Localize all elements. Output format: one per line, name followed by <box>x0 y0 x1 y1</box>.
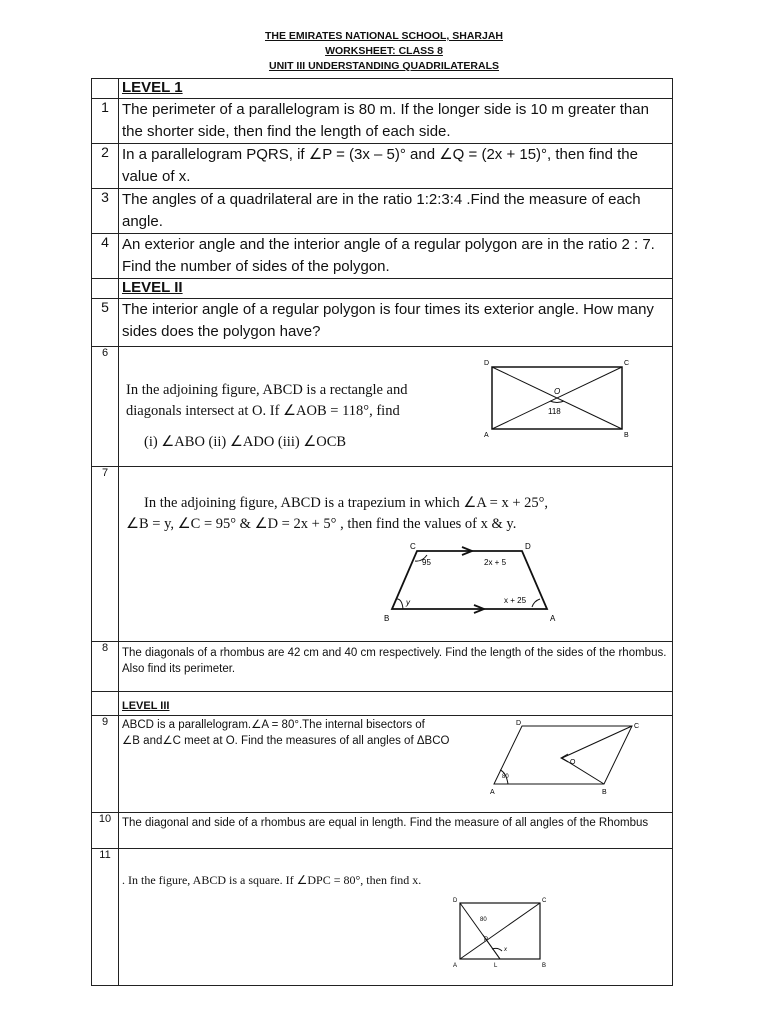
question-text-line: diagonals intersect at O. If ∠AOB = 118°, find <box>126 403 400 419</box>
vertex-a-label: A <box>453 963 458 969</box>
question-number: 7 <box>92 467 119 642</box>
question-number: 8 <box>92 642 119 692</box>
level-3-row <box>92 692 673 716</box>
question-row-3 <box>92 189 673 234</box>
question-text-line: In the adjoining figure, ABCD is a trapezium in which ∠A = x + 25°, <box>144 495 549 511</box>
question-number: 10 <box>92 813 119 849</box>
question-row-9 <box>92 716 673 813</box>
angle-label: 118 <box>548 407 561 416</box>
vertex-c-label: C <box>542 898 547 904</box>
vertex-b-label: B <box>542 963 547 969</box>
square-figure <box>450 895 550 973</box>
question-row-2 <box>92 144 673 189</box>
worksheet-table <box>91 78 673 986</box>
question-text: The diagonal and side of a rhombus are equal in length. Find the measure of all angles of the Rhombus <box>119 813 673 849</box>
question-text-line: In the adjoining figure, ABCD is a rectangle and <box>126 382 408 398</box>
question-text: The diagonals of a rhombus are 42 cm and 40 cm respectively. Find the length of the sides of the rhombus. Also find its perimeter. <box>119 642 673 692</box>
vertex-d-label: D <box>525 542 531 551</box>
point-p-label: P <box>484 937 489 943</box>
angle-a-label: x + 25 <box>504 596 527 605</box>
question-number: 3 <box>92 189 119 234</box>
vertex-c-label: C <box>624 360 630 367</box>
question-row-4 <box>92 234 673 279</box>
worksheet-title: WORKSHEET: CLASS 8 <box>325 45 443 57</box>
question-text-line: ∠B and∠C meet at O. Find the measures of all angles of ΔBCO <box>122 735 450 747</box>
vertex-d-label: D <box>484 360 490 367</box>
level-2-row <box>92 279 673 299</box>
question-number: 1 <box>92 99 119 144</box>
question-text-line: . In the figure, ABCD is a square. If ∠DPC = 80°, then find x. <box>122 873 422 887</box>
question-number: 2 <box>92 144 119 189</box>
question-row-1 <box>92 99 673 144</box>
question-row-11 <box>92 849 673 986</box>
center-o-label: O <box>570 759 576 766</box>
center-o-label: O <box>554 387 561 396</box>
question-number: 4 <box>92 234 119 279</box>
angle-d-label: 2x + 5 <box>484 558 507 567</box>
question-text-line: ABCD is a parallelogram.∠A = 80°.The internal bisectors of <box>122 719 425 731</box>
vertex-b-label: B <box>602 789 607 796</box>
question-row-7 <box>92 467 673 642</box>
vertex-b-label: B <box>624 432 629 439</box>
vertex-a-label: A <box>484 432 489 439</box>
question-text: In a parallelogram PQRS, if ∠P = (3x – 5)° and ∠Q = (2x + 15)°, then find the value of x. <box>119 144 673 189</box>
question-number: 5 <box>92 299 119 347</box>
vertex-a-label: A <box>490 789 495 796</box>
angle-label: 80 <box>480 917 487 923</box>
question-row-8 <box>92 642 673 692</box>
question-number: 9 <box>92 716 119 813</box>
question-text: The interior angle of a regular polygon is four times its exterior angle. How many sides does the polygon have? <box>119 299 673 347</box>
question-text-line: (i) ∠ABO (ii) ∠ADO (iii) ∠OCB <box>144 434 347 450</box>
angle-label: 80 <box>502 774 509 780</box>
question-text: The perimeter of a parallelogram is 80 m. If the longer side is 10 m greater than the shorter side, then find the length of each side. <box>119 99 673 144</box>
rectangle-figure <box>482 357 657 447</box>
angle-b-label: y <box>406 598 410 607</box>
question-text: The angles of a quadrilateral are in the ratio 1:2:3:4 .Find the measure of each angle. <box>119 189 673 234</box>
question-text: An exterior angle and the interior angle of a regular polygon are in the ratio 2 : 7. Find the number of sides of the polygon. <box>119 234 673 279</box>
level-1-heading: LEVEL 1 <box>122 79 183 96</box>
level-2-heading: LEVEL II <box>122 279 183 296</box>
level-3-heading: LEVEL III <box>122 700 170 712</box>
question-number: 6 <box>92 347 119 467</box>
point-l-label: L <box>494 963 498 969</box>
vertex-b-label: B <box>384 614 390 623</box>
school-name: THE EMIRATES NATIONAL SCHOOL, SHARJAH <box>264 30 503 42</box>
angle-c-label: 95 <box>422 558 431 567</box>
vertex-d-label: D <box>516 720 522 727</box>
question-number: 11 <box>92 849 119 986</box>
question-text-line: ∠B = y, ∠C = 95° & ∠D = 2x + 5° , then find the values of x & y. <box>126 516 517 532</box>
vertex-a-label: A <box>550 614 556 623</box>
question-row-5 <box>92 299 673 347</box>
vertex-c-label: C <box>634 723 640 730</box>
unknown-x-label: x <box>504 947 507 953</box>
parallelogram-figure <box>484 720 644 800</box>
question-row-6 <box>92 347 673 467</box>
level-1-row <box>92 79 673 99</box>
unit-title: UNIT III UNDERSTANDING QUADRILATERALS <box>268 60 500 72</box>
vertex-d-label: D <box>453 898 458 904</box>
question-row-10 <box>92 813 673 849</box>
vertex-c-label: C <box>410 542 416 551</box>
trapezium-figure <box>382 541 567 625</box>
